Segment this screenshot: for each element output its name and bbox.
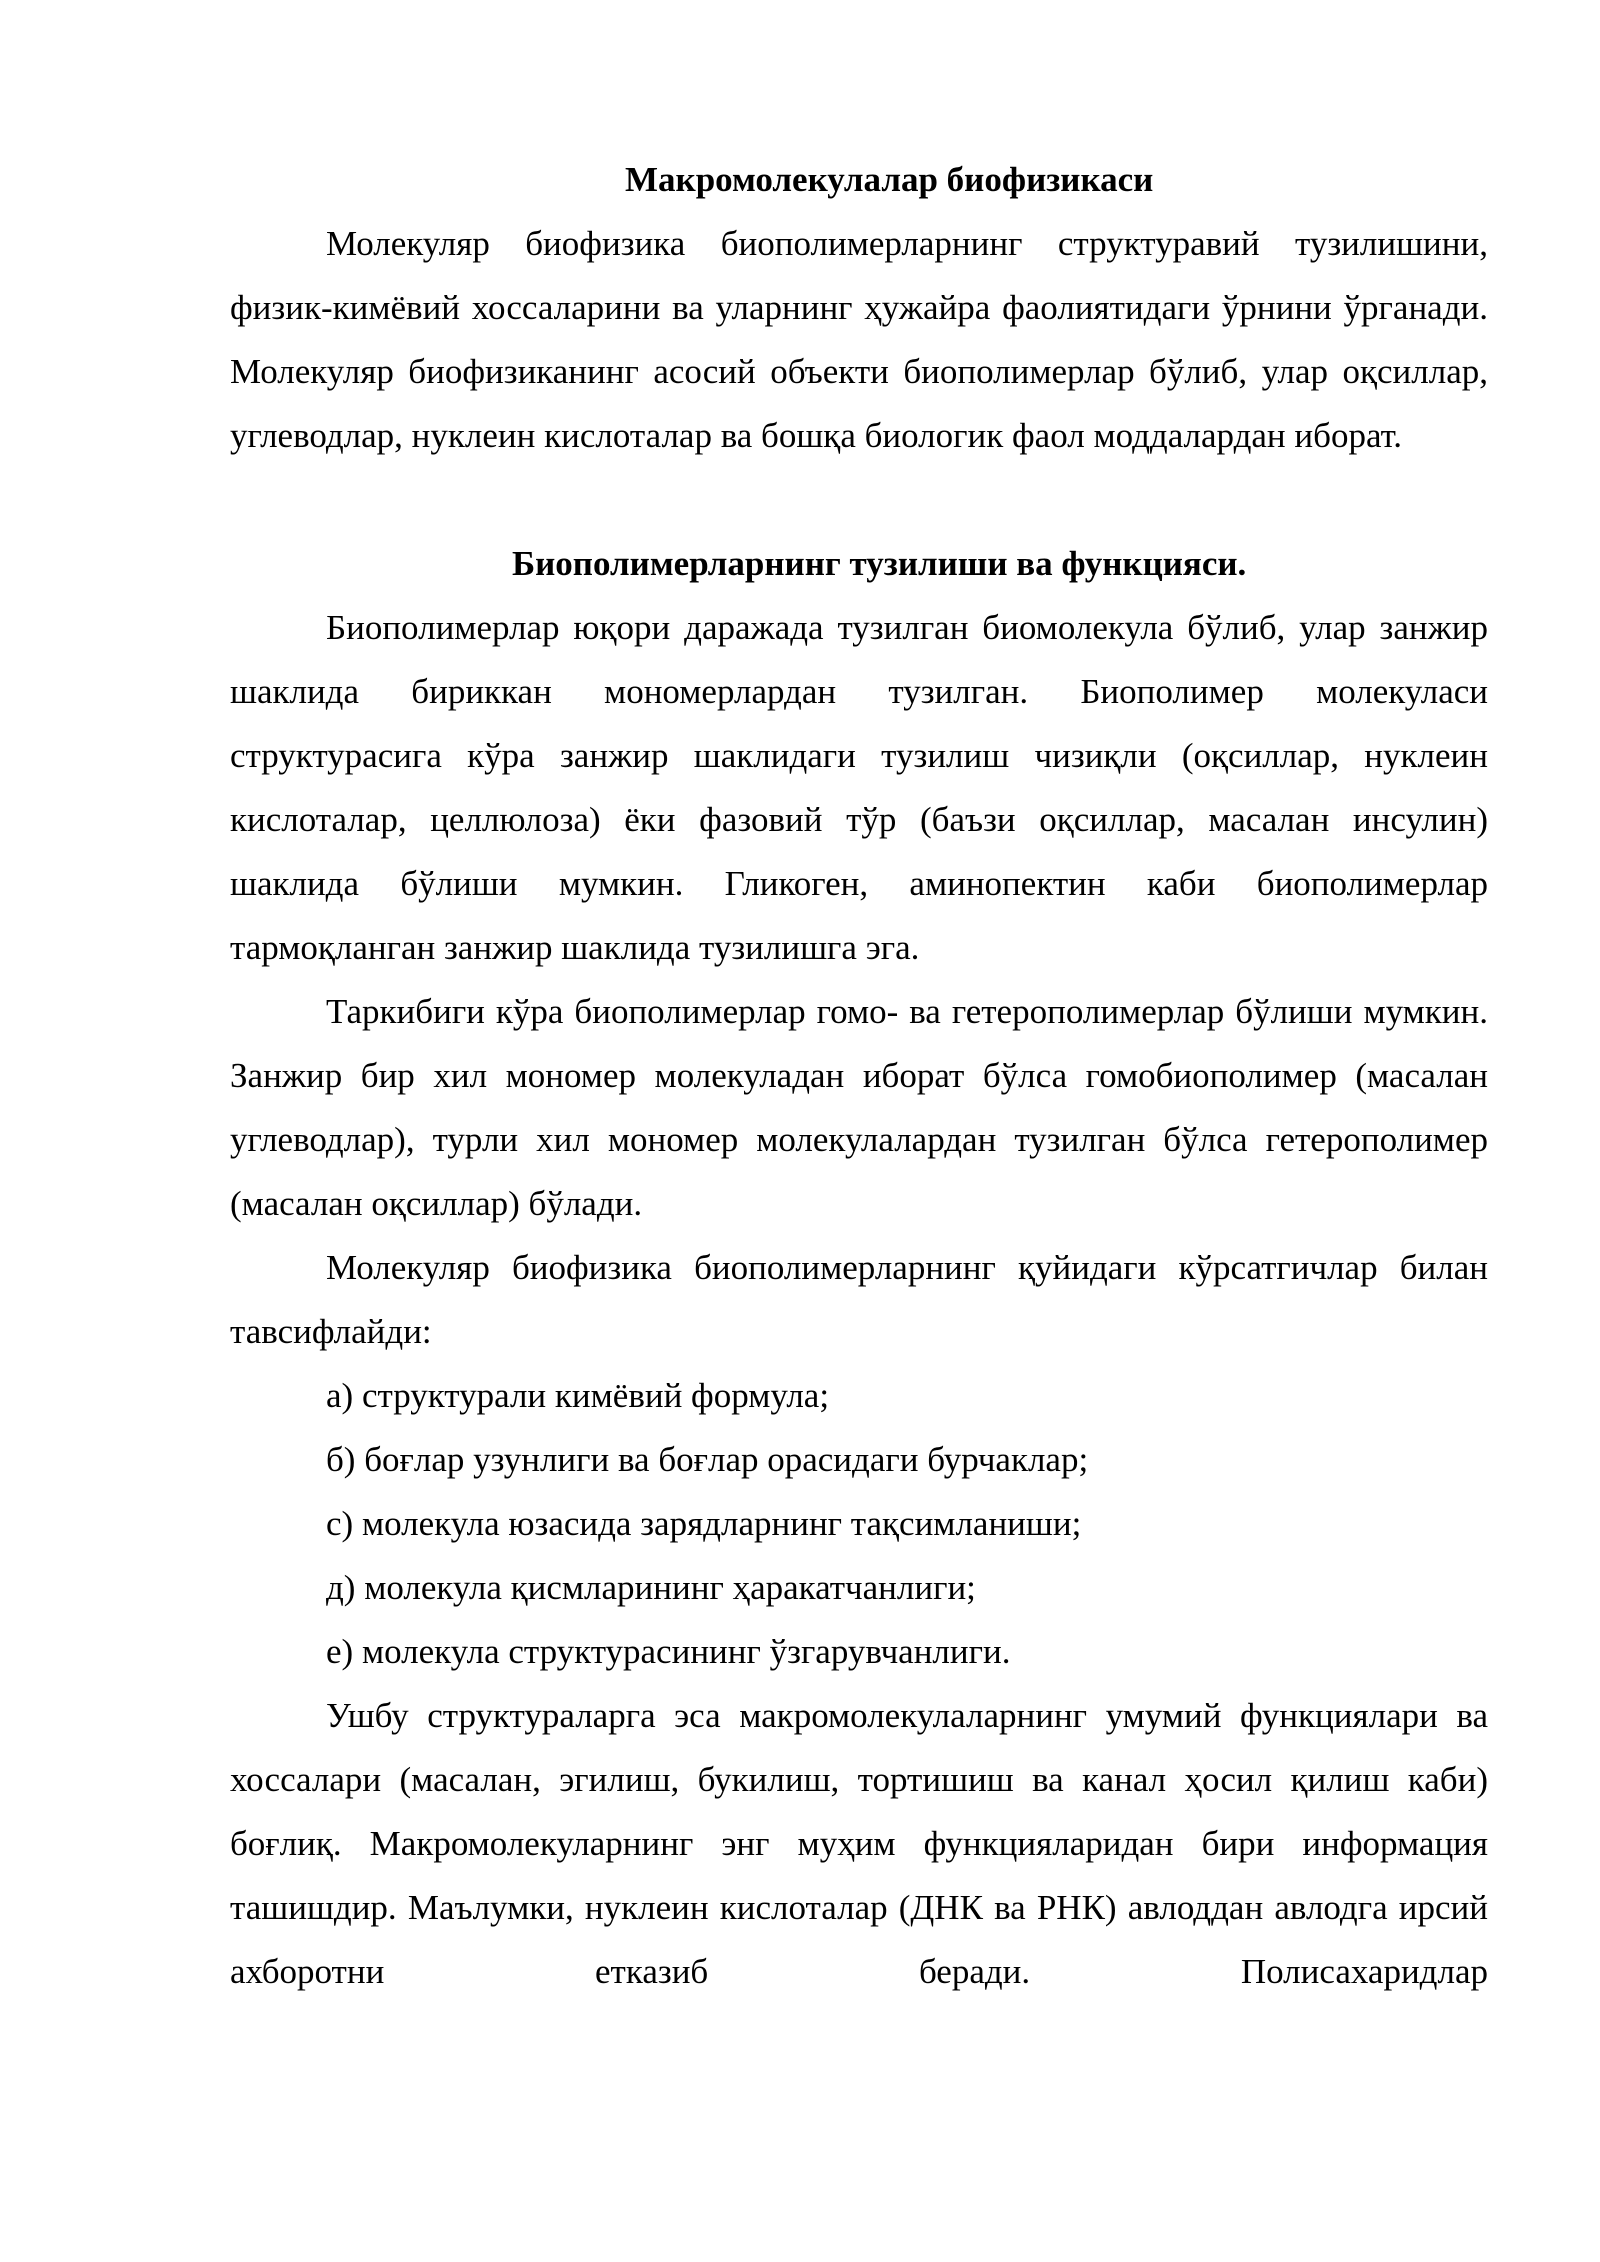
list-item: с) молекула юзасида зарядларнинг тақсимланиши;: [326, 1504, 1082, 1543]
list-item: е) молекула структурасининг ўзгарувчанлиги.: [326, 1632, 1011, 1671]
section-title-macromolecules: Макромолекулалар биофизикаси: [625, 160, 1154, 199]
list-item: д) молекула қисмларининг ҳаракатчанлиги;: [326, 1568, 976, 1607]
characteristics-paragraph: Молекуляр биофизика биополимерларнинг қуйидаги кўрсатгичлар билан тавсифлайди:: [230, 1248, 1488, 1351]
section-spacer: [230, 468, 1488, 532]
intro-paragraph: Молекуляр биофизика биополимерларнинг структуравий тузилишини, физик-кимёвий хоссаларини ва уларнинг ҳужайра фаолиятидаги ўрнини ўрганади. Молекуляр биофизиканинг асосий объекти биополимерлар бўлиб, улар оқсиллар, углеводлар, нуклеин кислоталар ва бошқа биологик фаол моддалардан иборат.: [230, 224, 1488, 455]
list-item: а) структурали кимёвий формула;: [326, 1376, 830, 1415]
biopolymer-structure-paragraph: Биополимерлар юқори даражада тузилган биомолекула бўлиб, улар занжир шаклида бириккан мономерлардан тузилган. Биополимер молекуласи структурасига кўра занжир шаклидаги тузилиш чизиқли (оқсиллар, нуклеин кислоталар, целлюлоза) ёки фазовий тўр (баъзи оқсиллар, масалан инсулин) шаклида бўлиши мумкин. Гликоген, аминопектин каби биополимерлар тармоқланган занжир шаклида тузилишга эга.: [230, 608, 1488, 967]
section-title-biopolymers: Биополимерларнинг тузилиши ва функцияси.: [512, 544, 1247, 583]
document-page: [230, 148, 1488, 2004]
list-item: б) боғлар узунлиги ва боғлар орасидаги бурчаклар;: [326, 1440, 1089, 1479]
functions-paragraph: Ушбу структураларга эса макромолекулаларнинг умумий функциялари ва хоссалари (масалан, эгилиш, букилиш, тортишиш ва канал ҳосил қилиш каби) боғлиқ. Макромолекуларнинг энг муҳим функцияларидан бири информация ташишдир. Маълумки, нуклеин кислоталар (ДНК ва РНК) авлоддан авлодга ирсий ахборотни етказиб беради. Полисахаридлар: [230, 1696, 1488, 1991]
composition-paragraph: Таркибиги кўра биополимерлар гомо- ва гетерополимерлар бўлиши мумкин. Занжир бир хил мономер молекуладан иборат бўлса гомобиополимер (масалан углеводлар), турли хил мономер молекулалардан тузилган бўлса гетерополимер (масалан оқсиллар) бўлади.: [230, 992, 1488, 1223]
